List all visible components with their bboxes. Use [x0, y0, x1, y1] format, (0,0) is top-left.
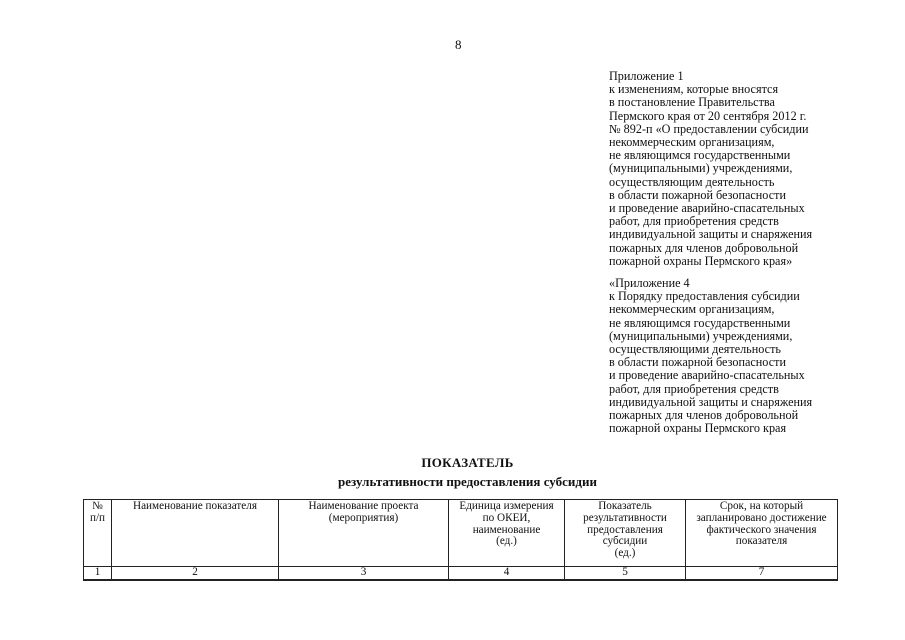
table-header-cell	[279, 500, 449, 567]
appendix-4-line: не являющимся государственными	[609, 315, 791, 330]
column-number-cell: 2	[112, 567, 279, 580]
header-cell-line: №	[92, 500, 103, 512]
appendix-4-line: и проведение аварийно-спасательных	[609, 368, 805, 383]
table-header-cell	[449, 500, 565, 567]
appendix-4-line: работ, для приобретения средств	[609, 381, 779, 396]
table-column-numbers-row	[84, 567, 838, 580]
appendix-4-line: (муниципальными) учреждениями,	[609, 328, 793, 343]
indicators-table	[83, 499, 838, 581]
column-number-cell: 7	[686, 567, 838, 580]
table-header-cell	[686, 500, 838, 567]
header-cell-line: субсидии	[602, 535, 648, 548]
header-cell-line: Наименование проекта	[308, 500, 419, 512]
appendix-4-line: «Приложение 4	[609, 276, 690, 290]
column-number-cell: 4	[449, 567, 565, 580]
header-cell-line: наименование	[472, 523, 541, 536]
header-cell-line: Срок, на который	[719, 500, 804, 512]
header-cell-line: предоставления	[587, 523, 663, 536]
header-cell-line: фактического значения	[706, 523, 817, 536]
table-header-cell	[112, 500, 279, 567]
header-cell-line: результативности	[583, 511, 667, 524]
page-number: 8	[455, 37, 462, 52]
table-header-cell	[565, 500, 686, 567]
appendix-4-line: пожарных для членов добровольной	[609, 408, 799, 423]
document-title: ПОКАЗАТЕЛЬ	[421, 455, 514, 470]
appendix-4-line: к Порядку предоставления субсидии	[609, 289, 800, 304]
column-number-cell: 1	[84, 567, 112, 580]
appendix-1-line: Приложение 1	[609, 69, 684, 83]
header-cell-line: (ед.)	[614, 547, 636, 560]
column-number-cell: 5	[565, 567, 686, 580]
appendix-4-line: в области пожарной безопасности	[609, 355, 786, 370]
appendix-1-line: индивидуальной защиты и снаряжения	[609, 227, 813, 242]
appendix-4-line: индивидуальной защиты и снаряжения	[609, 394, 813, 409]
appendix-4-block	[609, 277, 899, 435]
header-cell-line: Единица измерения	[459, 500, 554, 512]
header-cell-line: запланировано достижение	[696, 511, 827, 524]
appendix-1-line: и проведение аварийно-спасательных	[609, 201, 805, 216]
appendix-1-line: некоммерческим организациям,	[609, 135, 775, 150]
header-cell-line: Показатель	[598, 500, 652, 512]
appendix-1-line: не являющимся государственными	[609, 148, 791, 163]
appendix-1-line: пожарной охраны Пермского края»	[609, 253, 793, 268]
table-header-cell	[84, 500, 112, 567]
appendix-1-line: работ, для приобретения средств	[609, 214, 779, 229]
table-header-row	[84, 500, 838, 567]
header-cell-line: по ОКЕИ,	[482, 511, 531, 524]
appendix-4-line: осуществляющими деятельность	[609, 342, 781, 357]
appendix-1-line: в постановление Правительства	[609, 95, 775, 110]
appendix-4-line: пожарной охраны Пермского края	[609, 421, 787, 436]
appendix-1-line: (муниципальными) учреждениями,	[609, 161, 793, 176]
header-cell-line: п/п	[89, 511, 106, 524]
appendix-1-block	[609, 70, 899, 268]
header-cell-line: показателя	[735, 535, 788, 548]
appendix-1-line: № 892-п «О предоставлении субсидии	[609, 121, 809, 136]
appendix-1-line: осуществляющим деятельность	[609, 174, 775, 189]
appendix-1-line: в области пожарной безопасности	[609, 187, 786, 202]
appendix-1-line: к изменениям, которые вносятся	[609, 82, 779, 97]
header-cell-line: (мероприятия)	[328, 511, 399, 524]
column-number-cell: 3	[279, 567, 449, 580]
appendix-1-line: пожарных для членов добровольной	[609, 240, 799, 255]
header-cell-line: Наименование показателя	[133, 500, 257, 512]
appendix-4-line: некоммерческим организациям,	[609, 302, 775, 317]
header-cell-line: (ед.)	[496, 535, 517, 548]
appendix-1-line: Пермского края от 20 сентября 2012 г.	[609, 108, 807, 123]
document-subtitle: результативности предоставления субсидии	[338, 474, 597, 489]
